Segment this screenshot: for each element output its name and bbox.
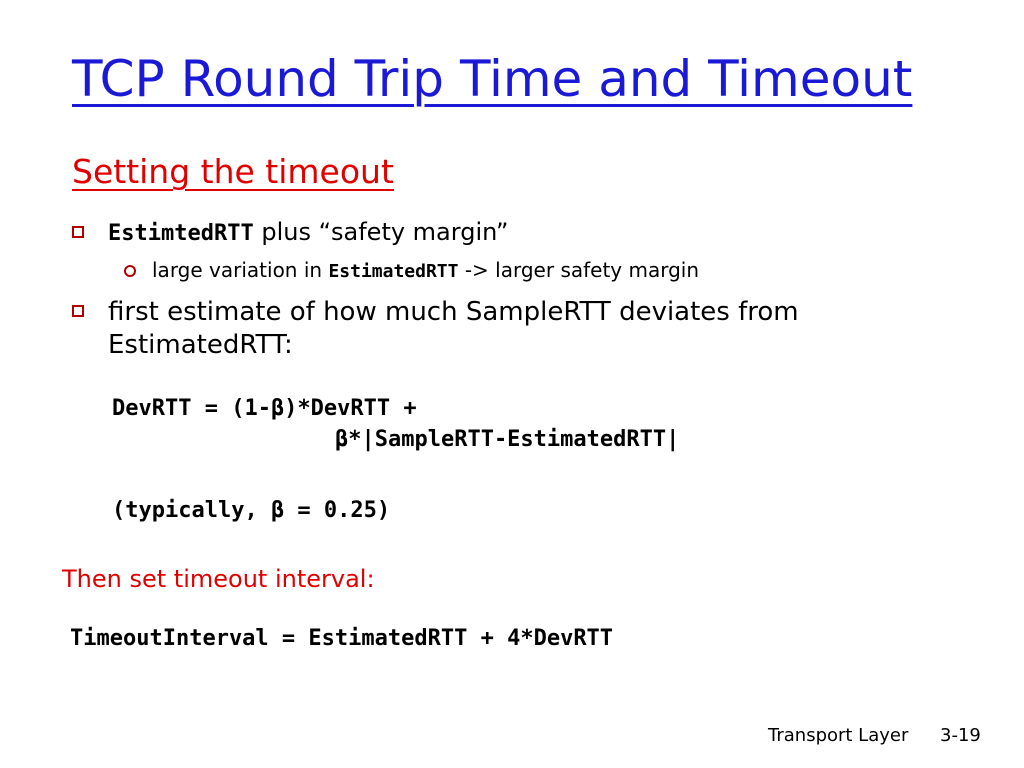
circle-bullet-icon [124, 265, 136, 277]
sub-bullet-pre: large variation in [152, 258, 329, 282]
timeout-interval-formula: TimeoutInterval = EstimatedRTT + 4*DevRTT [70, 626, 614, 651]
bullet2-line1: first estimate of how much SampleRTT deviates from [108, 297, 799, 327]
then-set-timeout-text: Then set timeout interval: [62, 565, 375, 593]
bullet1-code: EstimtedRTT [108, 221, 254, 246]
square-bullet-icon [72, 305, 84, 317]
slide-title: TCP Round Trip Time and Timeout [72, 50, 913, 108]
square-bullet-icon [72, 226, 84, 238]
sub-bullet-post: -> larger safety margin [458, 258, 700, 282]
slide-subtitle: Setting the timeout [72, 152, 394, 191]
bullet1-text: plus “safety margin” [253, 218, 509, 246]
footer-page-number: 3-19 [940, 725, 981, 746]
devrtt-formula-line1: DevRTT = (1-β)*DevRTT + [112, 396, 417, 421]
sub-bullet-code: EstimatedRTT [328, 261, 459, 282]
footer-label: Transport Layer [768, 725, 909, 746]
devrtt-formula-line2: β*|SampleRTT-EstimatedRTT| [335, 427, 680, 452]
beta-note: (typically, β = 0.25) [112, 498, 391, 523]
bullet2-line2: EstimatedRTT: [108, 330, 293, 360]
